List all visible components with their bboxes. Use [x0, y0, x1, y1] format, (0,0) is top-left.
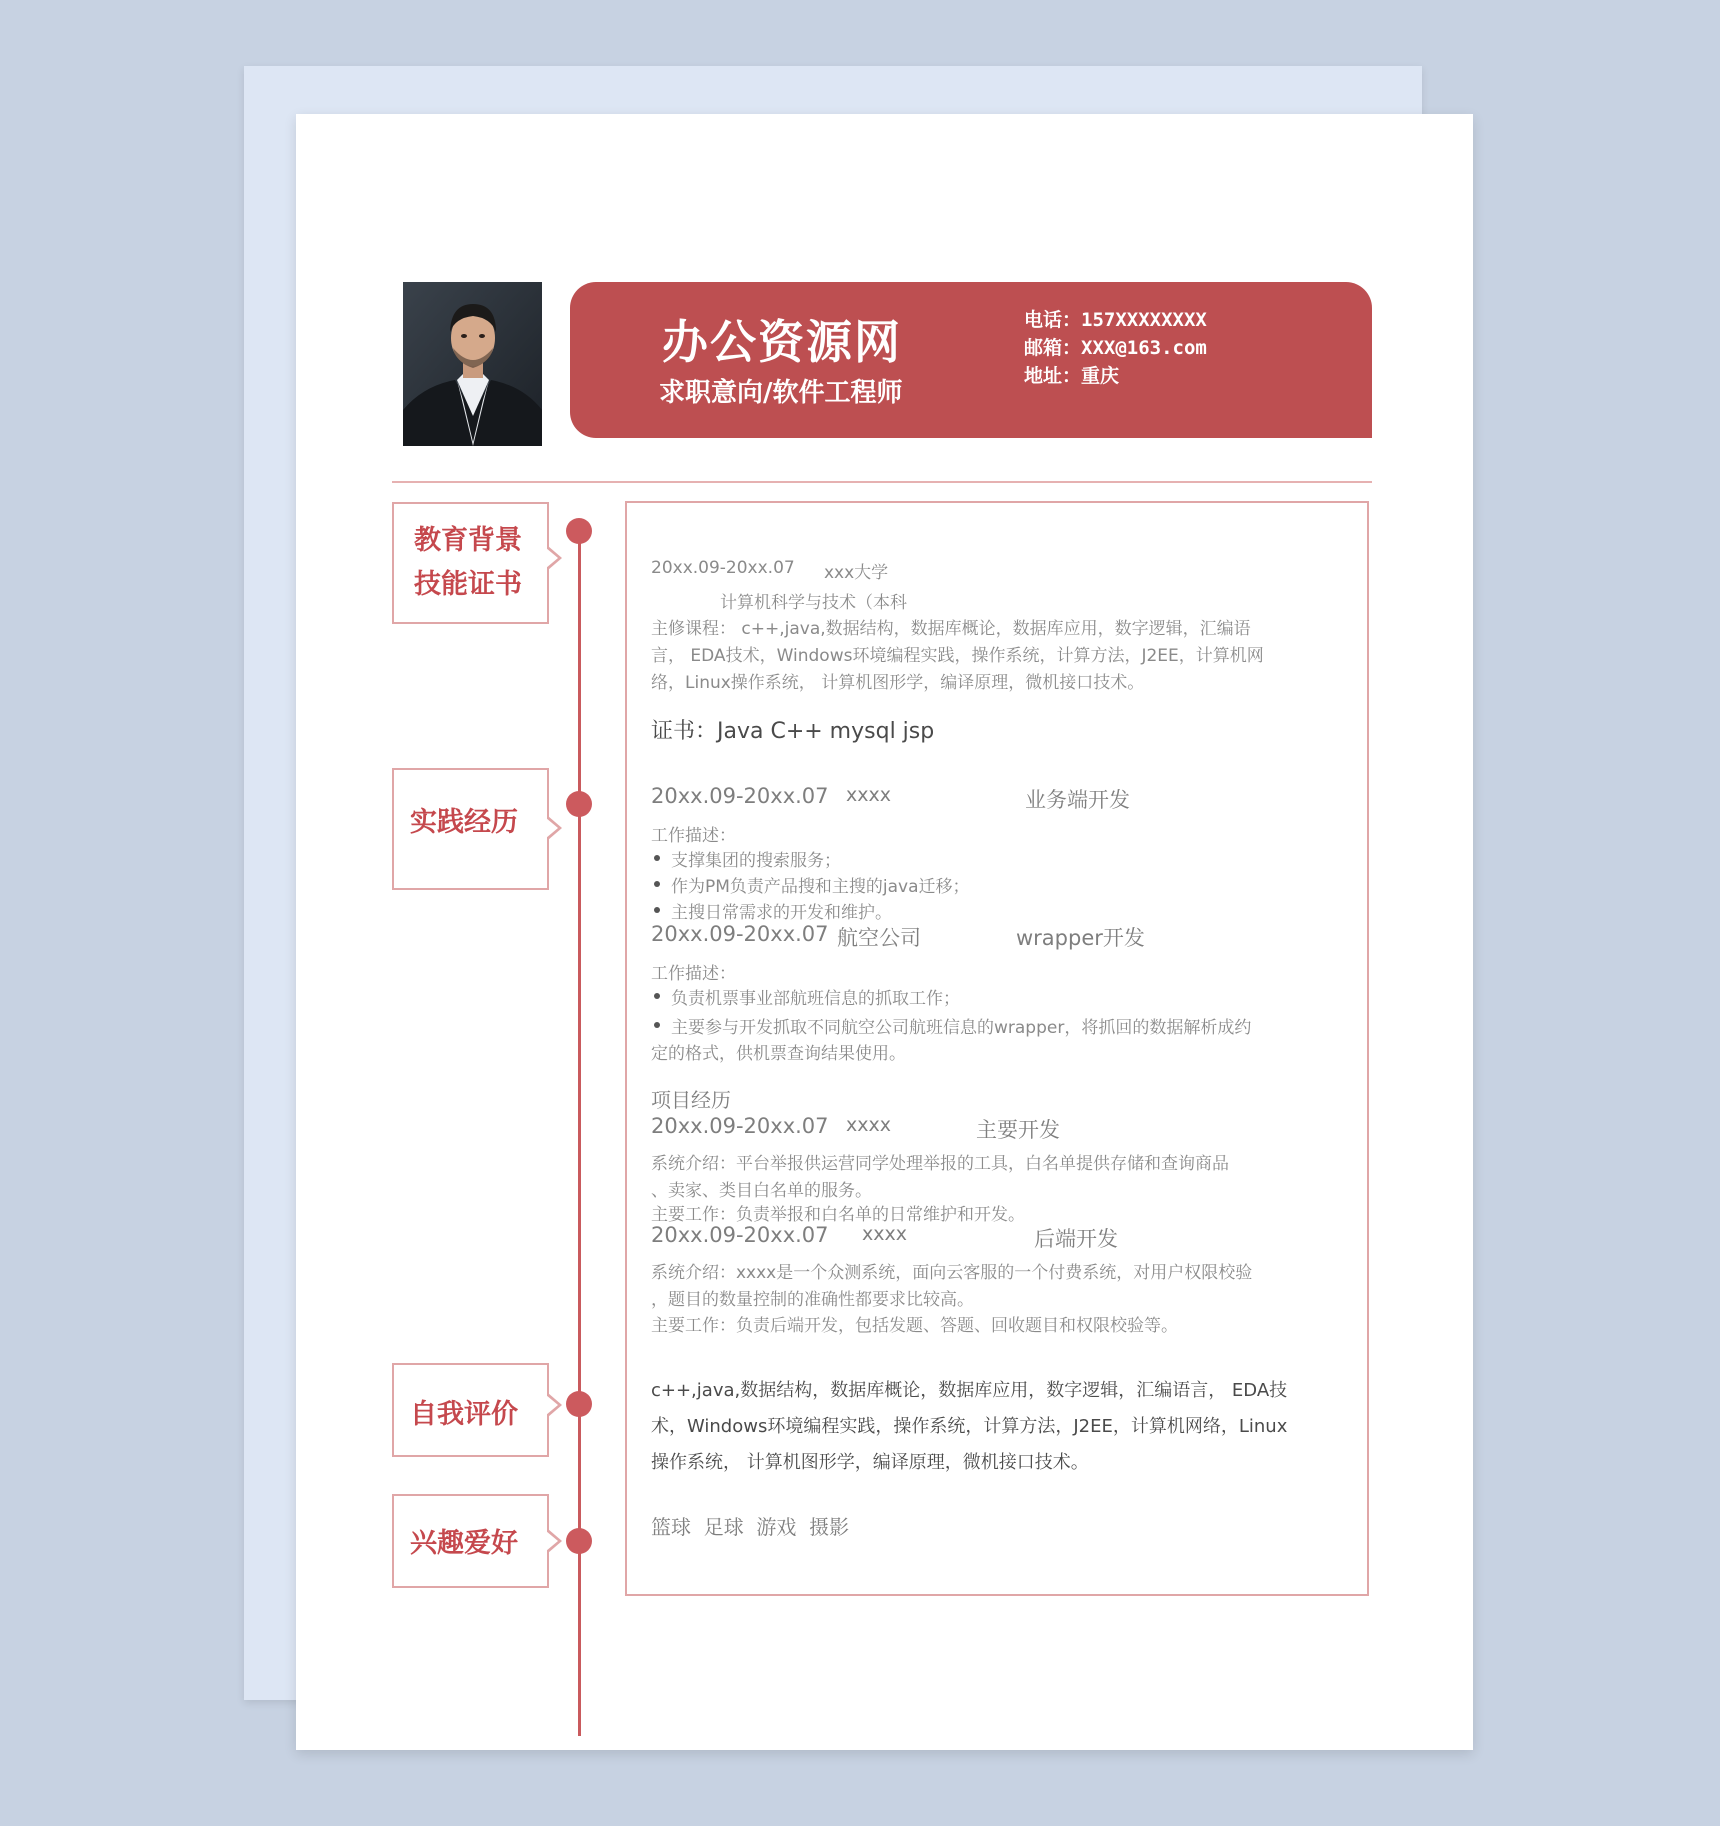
section-tag-self-evaluation	[392, 1363, 549, 1457]
work-2-desc-label: 工作描述：	[651, 964, 736, 984]
applicant-name: 办公资源网	[662, 315, 902, 369]
address: 地址：重庆	[1024, 365, 1120, 387]
education-period: 20xx.09-20xx.07	[651, 558, 795, 578]
education-courses-line-2: 言， EDA技术，Windows环境编程实践，操作系统，计算方法，J2EE，计算机网	[651, 646, 1264, 666]
project-2-intro-line-1: 系统介绍：xxxx是一个众测系统，面向云客服的一个付费系统，对用户权限校验	[651, 1263, 1253, 1283]
hobbies-tag-label: 兴趣爱好	[410, 1528, 518, 1559]
work-1-bullet-1: 支撑集团的搜索服务；	[671, 851, 841, 871]
self-evaluation-line-2: 术，Windows环境编程实践，操作系统，计算方法，J2EE，计算机网络，Linux	[651, 1416, 1288, 1437]
work-2-period: 20xx.09-20xx.07	[651, 922, 829, 946]
projects-heading: 项目经历	[651, 1088, 731, 1112]
work-2-bullet-1: 负责机票事业部航班信息的抓取工作；	[671, 989, 960, 1009]
phone: 电话：157XXXXXXXX	[1024, 309, 1207, 331]
education-major: 计算机科学与技术（本科	[720, 593, 907, 613]
hobbies-list: 篮球 足球 游戏 摄影	[651, 1515, 850, 1539]
header-banner	[570, 282, 1372, 438]
contact-info	[1024, 306, 1207, 390]
self-evaluation-line-1: c++,java,数据结构，数据库概论，数据库应用，数字逻辑，汇编语言， EDA技	[651, 1380, 1288, 1401]
bullet-dot	[654, 855, 660, 861]
timeline-dot-hobbies	[566, 1528, 592, 1554]
work-2-bullet-2: 主要参与开发抓取不同航空公司航班信息的wrapper，将抓回的数据解析成约	[671, 1018, 1252, 1038]
timeline-dot-practice	[566, 791, 592, 817]
certificates: 证书：Java C++ mysql jsp	[651, 719, 935, 744]
work-1-role: 业务端开发	[1025, 788, 1130, 812]
work-1-bullet-2: 作为PM负责产品搜和主搜的java迁移；	[671, 877, 970, 897]
education-courses-line-3: 络，Linux操作系统， 计算机图形学，编译原理，微机接口技术。	[651, 673, 1145, 693]
project-2-intro-line-2: ，题目的数量控制的准确性都要求比较高。	[651, 1290, 974, 1310]
timeline-dot-education	[566, 518, 592, 544]
bullet-dot	[654, 907, 660, 913]
project-2-name: xxxx	[862, 1223, 907, 1245]
project-1-work: 主要工作：负责举报和白名单的日常维护和开发。	[651, 1205, 1025, 1225]
section-tag-education	[392, 502, 549, 624]
section-tag-practice	[392, 768, 549, 890]
bullet-dot	[654, 1022, 660, 1028]
education-school: xxx大学	[824, 563, 889, 583]
project-1-intro-line-1: 系统介绍：平台举报供运营同学处理举报的工具，白名单提供存储和查询商品	[651, 1154, 1229, 1174]
practice-tag-label: 实践经历	[410, 807, 518, 838]
work-2-role: wrapper开发	[1016, 926, 1145, 950]
work-2-company: 航空公司	[837, 926, 921, 950]
bullet-dot	[654, 993, 660, 999]
project-1-role: 主要开发	[976, 1118, 1060, 1142]
certificate-tag-label: 技能证书	[414, 569, 522, 600]
header-divider	[392, 481, 1372, 483]
work-1-desc-label: 工作描述：	[651, 826, 736, 846]
education-courses-line-1: 主修课程： c++,java,数据结构，数据库概论，数据库应用，数字逻辑，汇编语	[651, 619, 1251, 639]
work-1-period: 20xx.09-20xx.07	[651, 784, 829, 808]
self-eval-tag-label: 自我评价	[410, 1399, 518, 1430]
section-tag-hobbies	[392, 1494, 549, 1588]
project-1-intro-line-2: 、卖家、类目白名单的服务。	[651, 1181, 872, 1201]
timeline-dot-self-evaluation	[566, 1391, 592, 1417]
project-2-role: 后端开发	[1034, 1227, 1118, 1251]
bullet-dot	[654, 881, 660, 887]
self-evaluation-line-3: 操作系统， 计算机图形学，编译原理，微机接口技术。	[651, 1452, 1089, 1473]
work-1-company: xxxx	[846, 784, 891, 806]
education-tag-label: 教育背景	[414, 525, 522, 556]
profile-photo	[403, 282, 542, 446]
work-2-bullet-2-continuation: 定的格式，供机票查询结果使用。	[651, 1044, 906, 1064]
project-2-work: 主要工作：负责后端开发，包括发题、答题、回收题目和权限校验等。	[651, 1316, 1178, 1336]
timeline-line	[578, 534, 581, 1736]
email: 邮箱：XXX@163.com	[1024, 337, 1207, 359]
project-1-period: 20xx.09-20xx.07	[651, 1114, 829, 1138]
work-1-bullet-3: 主搜日常需求的开发和维护。	[671, 903, 892, 923]
job-intent: 求职意向/软件工程师	[659, 378, 903, 408]
project-2-period: 20xx.09-20xx.07	[651, 1223, 829, 1247]
resume-page	[296, 114, 1473, 1750]
project-1-name: xxxx	[846, 1114, 891, 1136]
